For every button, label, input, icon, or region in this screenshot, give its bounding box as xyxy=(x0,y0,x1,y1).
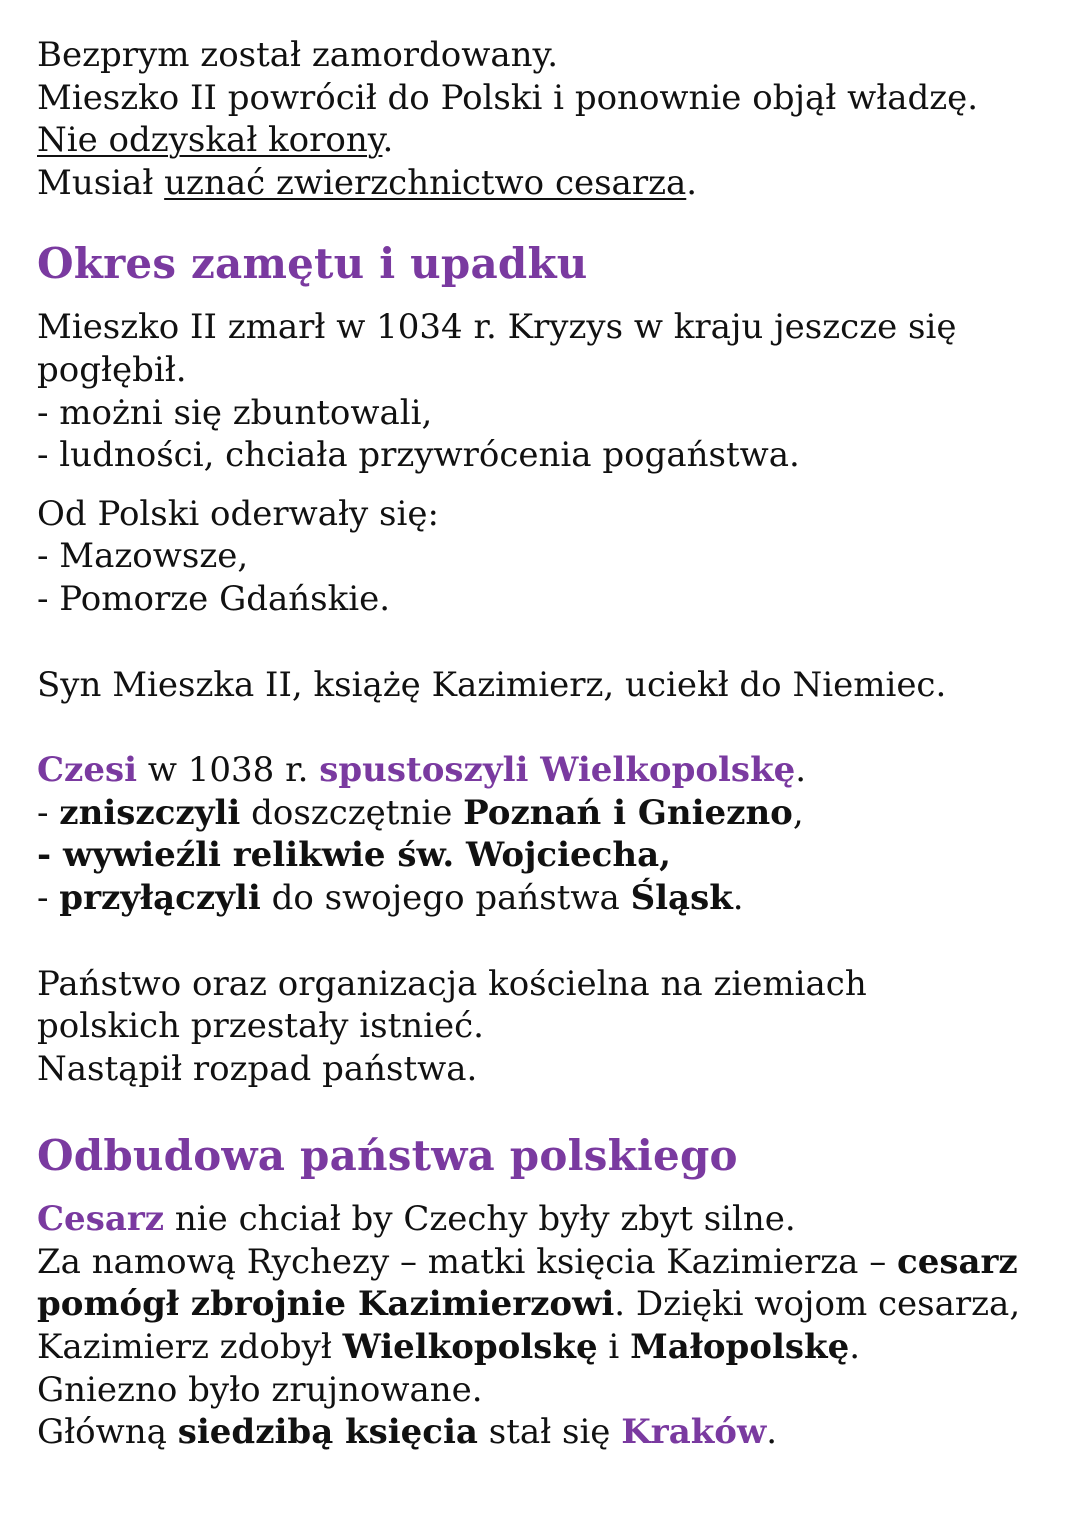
punctuation: . xyxy=(686,162,698,203)
text-run: Główną xyxy=(37,1412,178,1453)
punctuation: , xyxy=(792,792,804,833)
intro-block xyxy=(37,34,1044,204)
list-item: - możni się zbuntowali, xyxy=(37,392,433,433)
text-run: Kazimierz zdobył xyxy=(37,1327,343,1368)
paragraph-line: Od Polski oderwały się: xyxy=(37,493,439,534)
list-item xyxy=(37,877,1044,920)
bold-term: Wielkopolskę xyxy=(342,1327,598,1368)
text-run: i xyxy=(597,1327,631,1368)
section-heading-rebuild: Odbudowa państwa polskiego xyxy=(37,1131,738,1181)
section-heading-decline: Okres zamętu i upadku xyxy=(37,239,588,289)
paragraph-line: Mieszko II zmarł w 1034 r. Kryzys w kraju jeszcze się xyxy=(37,307,957,348)
paragraph-line: pogłębił. xyxy=(37,349,187,390)
underlined-phrase: uznać zwierzchnictwo cesarza xyxy=(164,162,687,203)
intro-line-1: Bezprym został zamordowany. xyxy=(37,35,559,75)
punctuation: . xyxy=(766,1412,778,1453)
punctuation: . xyxy=(732,877,744,918)
text-run: w 1038 r. xyxy=(137,750,320,791)
intro-line-2: Mieszko II powrócił do Polski i ponownie objął władzę. xyxy=(37,77,979,118)
highlight-term: Czesi xyxy=(37,750,138,791)
text-run: nie chciał by Czechy były zbyt silne. xyxy=(164,1199,796,1240)
paragraph-line xyxy=(37,1326,1044,1369)
bold-term: Śląsk xyxy=(630,877,733,918)
text-run: doszczętnie xyxy=(240,792,464,833)
section1-para-4 xyxy=(37,749,1044,919)
section1-para-1 xyxy=(37,306,1044,476)
bold-term: Małopolskę xyxy=(630,1327,850,1368)
highlight-term: Cesarz xyxy=(37,1199,165,1240)
bold-term: przyłączyli xyxy=(59,877,261,918)
text-run: - xyxy=(37,792,60,833)
text-run: Musiał xyxy=(37,162,165,203)
paragraph-line xyxy=(37,1198,1044,1241)
list-item: - ludności, chciała przywrócenia pogaństwa. xyxy=(37,435,800,476)
paragraph-line: Państwo oraz organizacja kościelna na ziemiach xyxy=(37,963,867,1004)
paragraph-line: Nastąpił rozpad państwa. xyxy=(37,1048,478,1089)
section1-para-3: Syn Mieszka II, książę Kazimierz, uciekł do Niemiec. xyxy=(37,664,947,705)
highlight-term: Kraków xyxy=(621,1412,767,1453)
text-run: Za namową Rychezy – matki księcia Kazimierza – xyxy=(37,1241,898,1282)
bold-term: - wywieźli relikwie św. Wojciecha, xyxy=(37,835,671,876)
list-item xyxy=(37,834,1044,877)
intro-line-3 xyxy=(37,119,1044,162)
section2-body xyxy=(37,1198,1044,1454)
bold-term: Poznań i Gniezno xyxy=(463,792,793,833)
section1-para-2 xyxy=(37,493,1044,621)
paragraph-line xyxy=(37,749,1044,792)
list-item: - Mazowsze, xyxy=(37,536,249,577)
paragraph-line: polskich przestały istnieć. xyxy=(37,1006,484,1047)
list-item xyxy=(37,792,1044,835)
text-run: stał się xyxy=(477,1412,622,1453)
bold-term: pomógł zbrojnie Kazimierzowi xyxy=(37,1284,615,1325)
section1-para-5 xyxy=(37,963,1044,1091)
intro-line-4 xyxy=(37,162,1044,205)
underlined-phrase: Nie odzyskał korony xyxy=(37,120,383,161)
punctuation: . xyxy=(382,120,394,161)
text-run: do swojego państwa xyxy=(260,877,631,918)
text-run: - xyxy=(37,877,60,918)
paragraph-line: Gniezno było zrujnowane. xyxy=(37,1369,483,1410)
text-run: . Dzięki wojom cesarza, xyxy=(614,1284,1021,1325)
punctuation: . xyxy=(795,750,807,791)
paragraph-line xyxy=(37,1411,1044,1454)
paragraph-line xyxy=(37,1283,1044,1326)
highlight-term: spustoszyli Wielkopolskę xyxy=(319,750,796,791)
list-item: - Pomorze Gdańskie. xyxy=(37,578,391,619)
paragraph-line xyxy=(37,1241,1044,1284)
bold-term: cesarz xyxy=(897,1241,1018,1282)
bold-term: siedzibą księcia xyxy=(177,1412,478,1453)
bold-term: zniszczyli xyxy=(59,792,241,833)
punctuation: . xyxy=(849,1327,861,1368)
